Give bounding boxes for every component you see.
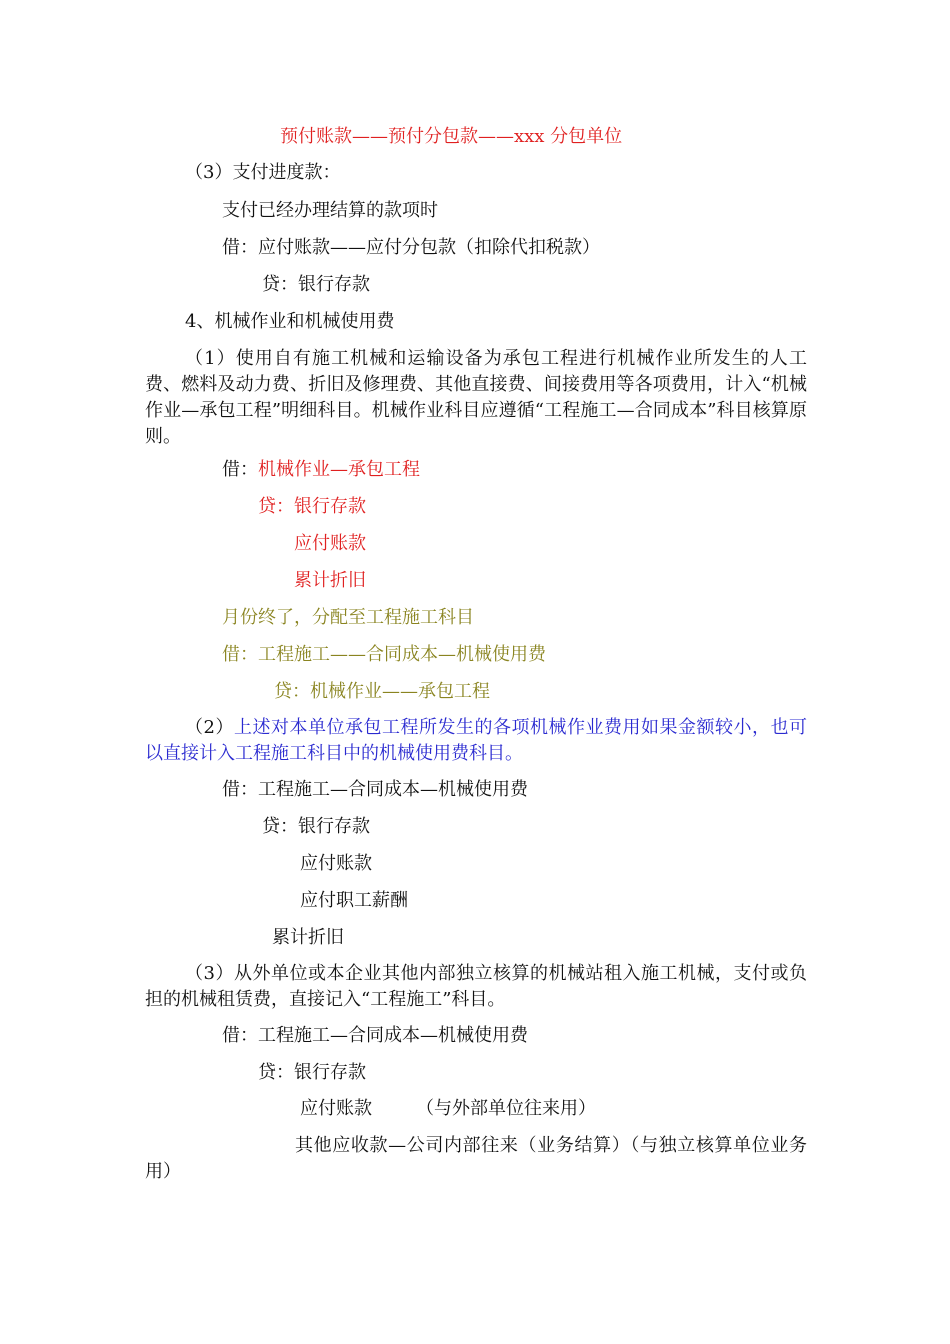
credit-line: 贷：机械作业——承包工程 xyxy=(274,681,490,702)
debit-line: 借：应付账款——应付分包款（扣除代扣税款） xyxy=(222,237,600,258)
text-line: 月份终了，分配至工程施工科目 xyxy=(222,607,474,628)
paragraph-1: （1）使用自有施工机械和运输设备为承包工程进行机械作业所发生的人工费、燃料及动力费、折旧及修理费、其他直接费、间接费用等各项费用，计入“机械作业—承包工程”明细科目。机械作业科目应遵循“工程施工—合同成本”科目核算原则。 xyxy=(145,348,807,447)
text-line: 支付已经办理结算的款项时 xyxy=(222,200,438,221)
credit-line: 贷：银行存款 xyxy=(258,1062,366,1083)
credit-account: 应付职工薪酬 xyxy=(300,890,408,911)
paragraph-3: （3）从外单位或本企业其他内部独立核算的机械站租入施工机械，支付或负担的机械租赁费，直接记入“工程施工”科目。 xyxy=(145,963,807,1010)
debit-account: 机械作业—承包工程 xyxy=(258,459,420,480)
paragraph-2 xyxy=(145,715,807,767)
section-heading-machinery: 4、机械作业和机械使用费 xyxy=(185,311,395,332)
debit-line: 借：工程施工—合同成本—机械使用费 xyxy=(222,1025,528,1046)
debit-line: 借：工程施工——合同成本—机械使用费 xyxy=(222,644,546,665)
credit-account: 应付账款 xyxy=(300,853,372,874)
debit-line: 借：工程施工—合同成本—机械使用费 xyxy=(222,779,528,800)
credit-line: 贷：银行存款 xyxy=(258,496,366,517)
debit-prefix: 借： xyxy=(222,459,258,480)
account-note: （与外部单位往来用） xyxy=(416,1098,596,1119)
paragraph-body: 上述对本单位承包工程所发生的各项机械作业费用如果金额较小，也可以直接计入工程施工科目中的机械使用费科目。 xyxy=(145,717,808,764)
credit-account xyxy=(300,1096,596,1122)
credit-line: 贷：银行存款 xyxy=(262,816,370,837)
credit-account-internal: 其他应收款—公司内部往来（业务结算）（与独立核算单位业务用） xyxy=(145,1135,807,1182)
credit-account: 累计折旧 xyxy=(294,570,366,591)
paragraph-number: （2） xyxy=(185,717,234,738)
credit-account: 累计折旧 xyxy=(272,927,344,948)
credit-line: 贷：银行存款 xyxy=(262,274,370,295)
subheading-progress-payment: （3）支付进度款： xyxy=(185,162,341,183)
credit-account: 应付账款 xyxy=(294,533,366,554)
account-name: 应付账款 xyxy=(300,1098,372,1119)
journal-entry-prepaid: 预付账款——预付分包款——xxx 分包单位 xyxy=(280,126,623,147)
debit-line xyxy=(222,457,420,483)
